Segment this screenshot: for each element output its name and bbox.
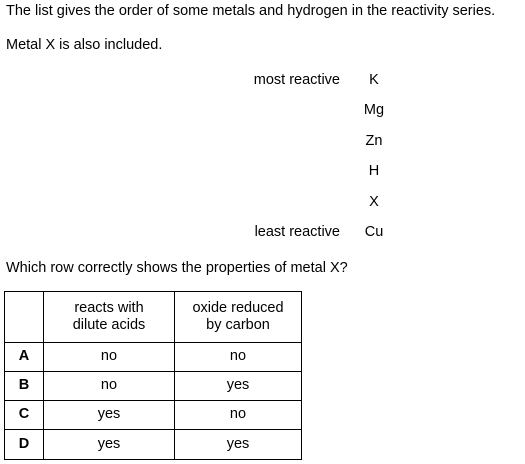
least-reactive-label: least reactive xyxy=(254,224,340,240)
series-item-cu: Cu xyxy=(364,224,384,240)
acids-cell: no xyxy=(44,343,175,372)
row-label: A xyxy=(5,343,44,372)
acids-cell: no xyxy=(44,372,175,401)
table-row[interactable] xyxy=(5,343,302,372)
row-label: B xyxy=(5,372,44,401)
row-label: C xyxy=(5,401,44,430)
header-acids-text: reacts with dilute acids xyxy=(72,299,146,333)
series-item-k: K xyxy=(369,72,379,88)
header-reacts-with-dilute-acids xyxy=(44,292,175,343)
acids-cell: yes xyxy=(44,401,175,430)
table-row[interactable] xyxy=(5,372,302,401)
carbon-cell: yes xyxy=(175,372,302,401)
table-header-row xyxy=(5,292,302,343)
most-reactive-label: most reactive xyxy=(253,72,340,88)
table-row[interactable] xyxy=(5,430,302,460)
options-table xyxy=(4,291,302,460)
question-text: Which row correctly shows the properties of metal X? xyxy=(6,260,348,276)
carbon-cell: no xyxy=(175,343,302,372)
series-item-x: X xyxy=(369,194,379,210)
table-row[interactable] xyxy=(5,401,302,430)
header-carbon-text: oxide reduced by carbon xyxy=(192,299,284,333)
row-label: D xyxy=(5,430,44,460)
acids-cell: yes xyxy=(44,430,175,460)
carbon-cell: yes xyxy=(175,430,302,460)
series-item-mg: Mg xyxy=(363,102,385,118)
intro-text-line-2: Metal X is also included. xyxy=(6,37,163,53)
carbon-cell: no xyxy=(175,401,302,430)
series-item-h: H xyxy=(368,163,380,179)
header-oxide-reduced-by-carbon xyxy=(175,292,302,343)
intro-text-line-1: The list gives the order of some metals and hydrogen in the reactivity series. xyxy=(6,3,496,19)
series-item-zn: Zn xyxy=(365,133,383,149)
header-cell-blank xyxy=(5,292,44,343)
